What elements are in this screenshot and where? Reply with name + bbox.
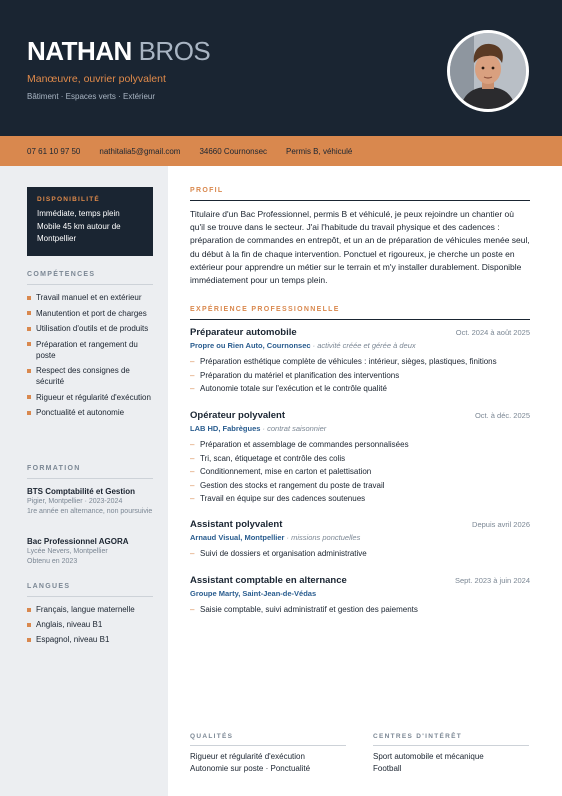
job-title: Assistant polyvalent <box>190 519 283 530</box>
job-dates: Oct. 2024 à août 2025 <box>455 328 530 337</box>
availability-line: Immédiate, temps plein <box>37 209 120 218</box>
task-item: – Autonomie totale sur l'exécution et le contrôle qualité <box>190 382 530 396</box>
candidate-name <box>27 36 210 66</box>
availability-line: Mobile 45 km autour de <box>37 221 121 231</box>
education-heading: FORMATION <box>27 465 81 472</box>
first-name: NATHAN <box>27 36 132 66</box>
skill-item: Ponctualité et autonomie <box>27 407 155 418</box>
skill-item: Respect des consignes de sécurité <box>27 365 155 387</box>
task-item: – Saisie comptable, suivi administratif et gestion des paiements <box>190 603 530 617</box>
job-entry <box>190 575 530 617</box>
languages-divider <box>27 596 153 597</box>
skill-item: Préparation et rangement du poste <box>27 339 155 361</box>
job-subtitle: Manœuvre, ouvrier polyvalent <box>27 73 166 85</box>
quality-line: Rigueur et régularité d'exécution <box>190 752 305 761</box>
company-name: LAB HD, Fabrègues <box>190 424 261 433</box>
portrait-image <box>450 33 526 109</box>
task-item: – Tri, scan, étiquetage et contrôle des colis <box>190 452 530 466</box>
qualities-heading: QUALITÉS <box>190 733 234 740</box>
interest-line: Sport automobile et mécanique <box>373 752 484 761</box>
experience-divider <box>190 319 530 320</box>
experience-heading: EXPÉRIENCE PROFESSIONNELLE <box>190 306 340 313</box>
job-title: Préparateur automobile <box>190 327 297 338</box>
job-entry <box>190 410 530 506</box>
company-note: · contrat saisonnier <box>260 424 327 433</box>
skill-item: Rigueur et régularité d'exécution <box>27 392 155 403</box>
degree-school: Lycée Nevers, Montpellier <box>27 548 108 555</box>
task-item: – Préparation esthétique complète de véhicules : intérieur, sièges, plastiques, finitions <box>190 355 530 369</box>
language-item: Français, langue maternelle <box>27 604 155 615</box>
skill-item: Utilisation d'outils et de produits <box>27 323 155 334</box>
availability-line: Montpellier <box>37 234 77 243</box>
profile-photo <box>447 30 529 112</box>
job-entry <box>190 327 530 396</box>
availability-title: DISPONIBILITÉ <box>37 196 100 203</box>
education-divider <box>27 478 153 479</box>
job-company <box>190 589 530 598</box>
skills-divider <box>27 284 153 285</box>
degree-note: 1re année en alternance, non poursuivie <box>27 508 153 515</box>
job-dates: Depuis avril 2026 <box>472 520 530 529</box>
job-title: Assistant comptable en alternance <box>190 575 347 586</box>
job-dates: Sept. 2023 à juin 2024 <box>454 576 530 585</box>
sidebar <box>0 166 168 796</box>
task-item: – Travail en équipe sur des cadences soutenues <box>190 492 530 506</box>
availability-box <box>27 187 153 256</box>
qualities-divider <box>190 745 346 746</box>
degree-school: Pigier, Montpellier · 2023-2024 <box>27 498 123 505</box>
job-entry <box>190 519 530 561</box>
language-item: Anglais, niveau B1 <box>27 619 155 630</box>
company-name: Groupe Marty, Saint-Jean-de-Védas <box>190 589 317 598</box>
phone-number[interactable]: 07 61 10 97 50 <box>27 146 81 156</box>
job-tasks <box>190 355 530 396</box>
company-name: Arnaud Visual, Montpellier <box>190 533 285 542</box>
company-note: · missions ponctuelles <box>284 533 361 542</box>
task-item: – Conditionnement, mise en carton et palettisation <box>190 465 530 479</box>
task-item: – Suivi de dossiers et organisation administrative <box>190 547 530 561</box>
language-item: Espagnol, niveau B1 <box>27 634 155 645</box>
education-item <box>27 486 155 517</box>
company-name: Propre ou Rien Auto, Cournonsec <box>190 341 311 350</box>
profile-divider <box>190 200 530 201</box>
job-company <box>190 424 530 433</box>
job-company <box>190 533 530 542</box>
degree-title: BTS Comptabilité et Gestion <box>27 487 136 496</box>
last-name: BROS <box>138 36 211 66</box>
profile-heading: PROFIL <box>190 187 224 194</box>
job-tasks <box>190 603 530 617</box>
driving-license: Permis B, véhiculé <box>286 146 353 156</box>
languages-list <box>27 604 155 649</box>
profile-text: Titulaire d'un Bac Professionnel, permis B et véhiculé, je peux rejoindre un chantier où qu'il se trouve dans le secteur. J'ai l'habitude du travail physique et des cadences : préparation de commandes en entrepôt, et un an de préparation de véhicules menée seul, du début à la fin de chaque intervention. Ponctuel et rigoureux, je cherche un poste en extérieur pour apprendre un métier sur le terrain et m'y installer durablement. Disponible immédiatement pour un temps plein. <box>190 209 530 286</box>
task-item: – Préparation du matériel et planification des interventions <box>190 369 530 383</box>
skill-item: Manutention et port de charges <box>27 308 155 319</box>
education-item <box>27 536 155 567</box>
skill-item: Travail manuel et en extérieur <box>27 292 155 303</box>
skills-list <box>27 292 155 423</box>
task-item: – Préparation et assemblage de commandes personnalisées <box>190 438 530 452</box>
interest-line: Football <box>373 764 402 773</box>
tagline: Bâtiment · Espaces verts · Extérieur <box>27 92 156 101</box>
languages-heading: LANGUES <box>27 583 71 590</box>
interests-divider <box>373 745 529 746</box>
contact-bar <box>0 136 562 166</box>
skills-heading: COMPÉTENCES <box>27 271 96 278</box>
interests-heading: CENTRES D'INTÉRÊT <box>373 733 463 740</box>
company-note: · activité créée et gérée à deux <box>310 341 416 350</box>
job-tasks <box>190 438 530 506</box>
quality-line: Autonomie sur poste · Ponctualité <box>190 764 311 773</box>
email-address[interactable]: nathitalia5@gmail.com <box>99 146 181 156</box>
job-company <box>190 341 530 350</box>
job-tasks <box>190 547 530 561</box>
job-dates: Oct. à déc. 2025 <box>474 411 530 420</box>
degree-title: Bac Professionnel AGORA <box>27 537 129 546</box>
job-title: Opérateur polyvalent <box>190 410 286 421</box>
degree-note: Obtenu en 2023 <box>27 558 78 565</box>
task-item: – Gestion des stocks et rangement du poste de travail <box>190 479 530 493</box>
location: 34660 Cournonsec <box>199 146 268 156</box>
